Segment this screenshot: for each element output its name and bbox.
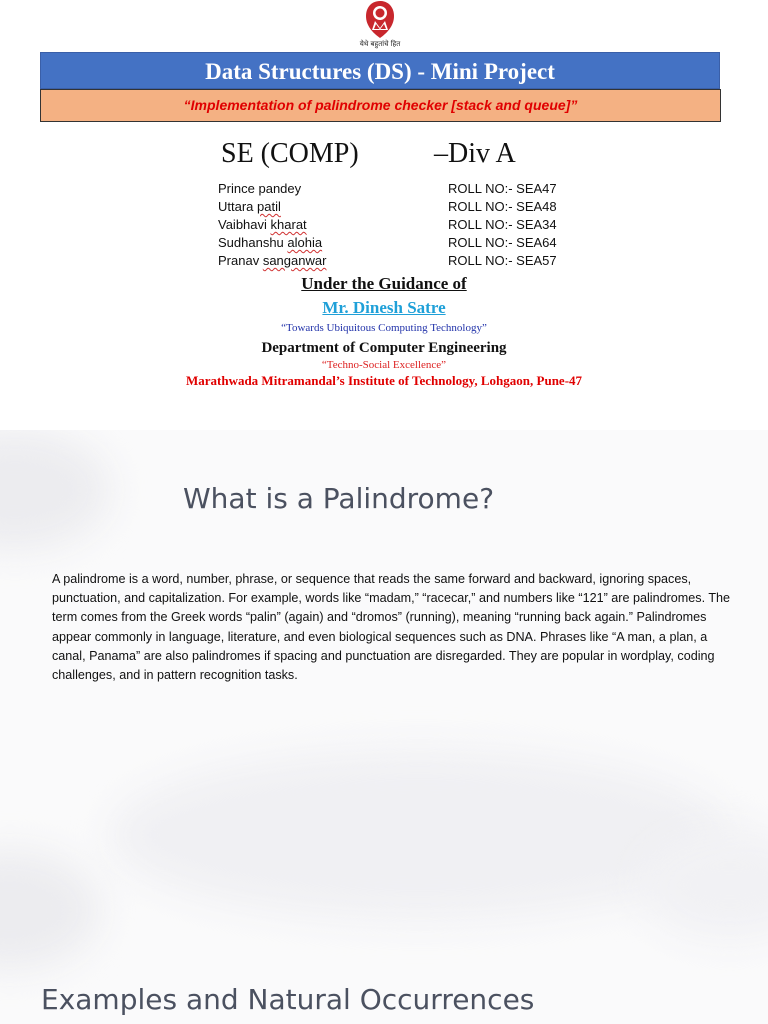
- institute-name: Marathwada Mitramandal’s Institute of Technology, Lohgaon, Pune-47: [185, 373, 583, 388]
- title-slide: [0, 0, 768, 430]
- background-shape: [110, 750, 730, 920]
- student-name: Pranav sanganwar: [218, 253, 327, 268]
- section-heading-palindrome: What is a Palindrome?: [183, 482, 495, 515]
- content-background: [0, 430, 768, 1024]
- student-name: Prince pandey: [218, 181, 302, 196]
- project-subtitle: “Implementation of palindrome checker [stack and queue]”: [40, 89, 721, 122]
- section-heading-examples: Examples and Natural Occurrences: [41, 983, 535, 1016]
- logo-motto: येथे बहुतांचे हित: [359, 40, 401, 48]
- student-name: Sudhanshu alohia: [218, 235, 323, 250]
- background-shape: [0, 430, 110, 550]
- background-shape: [0, 850, 100, 970]
- student-name: Vaibhavi kharat: [218, 217, 307, 232]
- department-name: Department of Computer Engineering: [261, 340, 507, 356]
- project-title: Data Structures (DS) - Mini Project: [40, 52, 720, 89]
- roll-number: ROLL NO:- SEA47: [448, 181, 557, 196]
- roll-number: ROLL NO:- SEA34: [448, 217, 557, 232]
- roll-number: ROLL NO:- SEA64: [448, 235, 557, 250]
- institute-logo: [353, 0, 407, 50]
- class-name: SE (COMP): [221, 138, 359, 169]
- department-tagline: “Towards Ubiquitous Computing Technology”: [281, 322, 487, 334]
- division-label: –Div A: [434, 138, 516, 169]
- logo-emblem-icon: [364, 0, 396, 40]
- roll-number: ROLL NO:- SEA57: [448, 253, 557, 268]
- guide-name: Mr. Dinesh Satre: [322, 298, 446, 317]
- student-name: Uttara patil: [218, 199, 281, 214]
- institute-tagline: “Techno-Social Excellence”: [321, 359, 447, 371]
- palindrome-description: A palindrome is a word, number, phrase, or sequence that reads the same forward and backward, ignoring spaces, punctuation, and capitalization. For example, words like “madam,” “racecar,” and numbers like “121” are palindromes. The term comes from the Greek words “palin” (again) and “dromos” (running), meaning “running back again.” Palindromes appear commonly in language, literature, and even biological sequences such as DNA. Phrases like “A man, a plan, a canal, Panama” are also palindromes if spacing and punctuation are disregarded. They are popular in wordplay, coding challenges, and in pattern recognition tasks.: [52, 572, 731, 683]
- guidance-label: Under the Guidance of: [301, 274, 467, 293]
- roll-number: ROLL NO:- SEA48: [448, 199, 557, 214]
